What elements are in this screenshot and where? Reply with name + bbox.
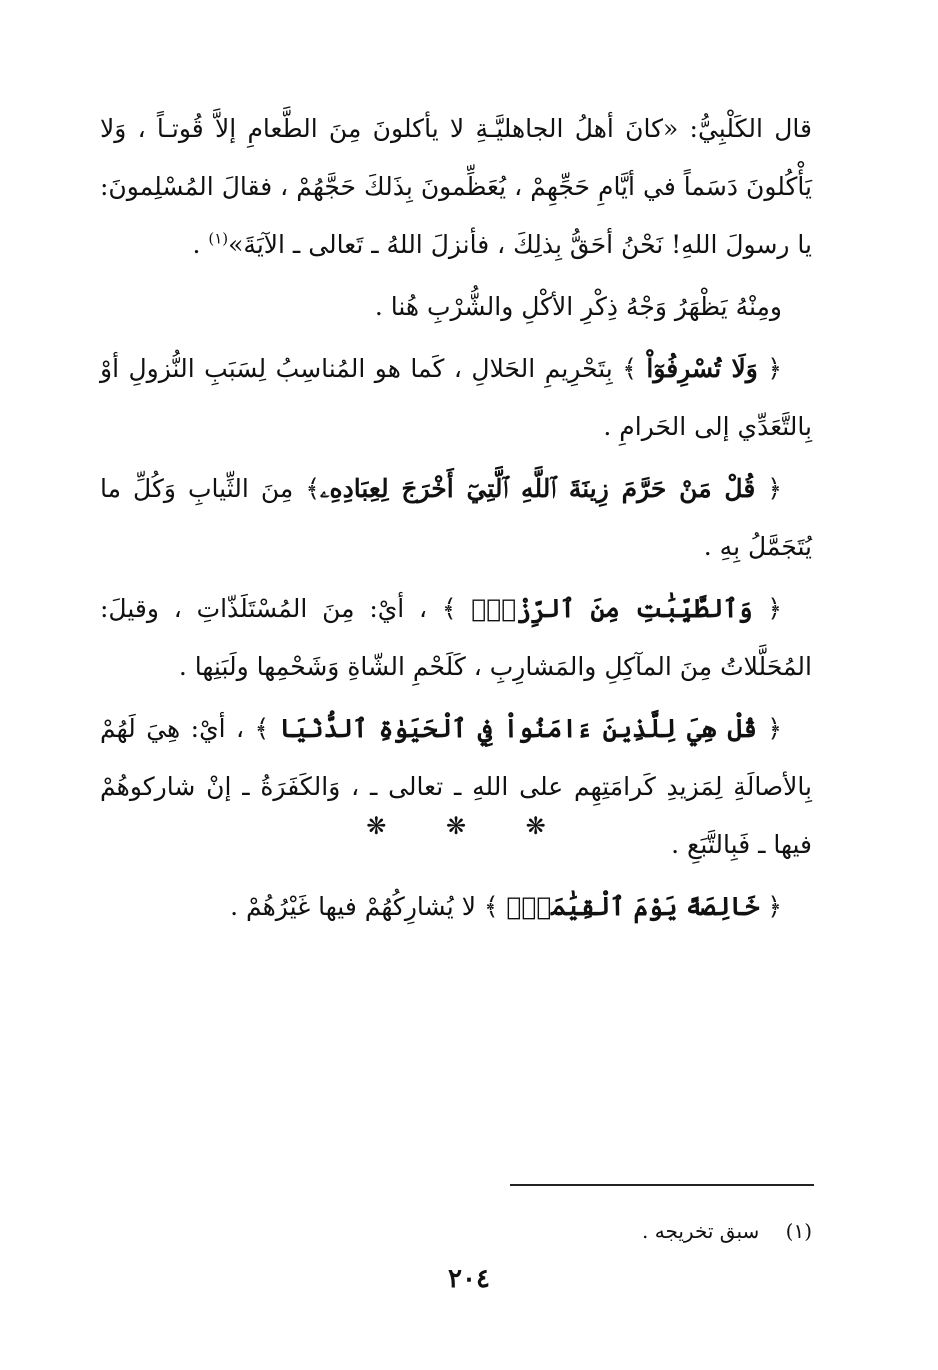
quran-bracket: ﴾ [254, 714, 280, 743]
footnote [400, 1216, 812, 1246]
quran-bracket: ﴿ [752, 594, 782, 623]
paragraph-text: . [192, 230, 209, 259]
paragraph-text: قال الكَلْبِيُّ: «كانَ أهلُ الجاهليَّـةِ لا يأكلونَ مِنَ الطَّعامِ إلاَّ قُوتـاً ، وَلا يَأْكُلونَ دَسَماً في أيَّامِ حَجِّهِمْ ، يُعَظِّمونَ بِذَلكَ حَجَّهُمْ ، فقالَ المُسْلِمونَ: يا رسولَ اللهِ! نَحْنُ أحَقُّ بِذلِكَ ، فأنزلَ اللهُ ـ تَعالى ـ الآيَةَ» [100, 114, 812, 259]
quran-bracket: ﴾ [305, 474, 320, 503]
quran-bracket: ﴿ [756, 714, 782, 743]
quran-verse: قُلْ مَنْ حَرَّمَ زِينَةَ ٱللَّهِ ٱلَّتِيٓ أَخْرَجَ لِعِبَادِهِۦ [320, 474, 756, 503]
paragraph [100, 340, 812, 456]
paragraph-text: ، أيْ: مِنَ المُسْتَلَذّاتِ ، وقيلَ: المُحَلَّلاتُ مِنَ المآكِلِ والمَشارِبِ ، كَلَحْمِ الشّاةِ وَشَحْمِها ولَبَنِها . [100, 594, 812, 681]
quran-bracket: ﴿ [759, 892, 782, 921]
footnote-text: سبق تخريجه . [642, 1219, 760, 1243]
paragraph [100, 278, 812, 336]
quran-bracket: ﴾ [441, 594, 472, 623]
quran-bracket: ﴾ [622, 354, 647, 383]
footnote-rule [510, 1184, 814, 1186]
quran-bracket: ﴿ [757, 354, 782, 383]
footnote-number: (١) [785, 1219, 812, 1243]
quran-bracket: ﴾ [483, 892, 507, 921]
paragraph-text: لا يُشارِكُهُمْ فيها غَيْرُهُمْ . [230, 892, 484, 921]
paragraph-text: بِتَحْرِيمِ الحَلالِ ، كَما هو المُناسِبُ لِسَبَبِ النُّزولِ أوْ بِالتَّعَدِّي إلى الحَرامِ . [100, 354, 812, 441]
paragraph-text: ومِنْهُ يَظْهَرُ وَجْهُ ذِكْرِ الأكْلِ والشُّرْبِ هُنا . [374, 292, 782, 321]
quran-verse: وَٱلطَّيِّبَٰتِ مِنَ ٱلرِّزْقِۚ [471, 594, 753, 623]
paragraph [100, 580, 812, 696]
paragraph [100, 460, 812, 576]
footnote-reference: (١) [208, 229, 229, 248]
paragraph [100, 878, 812, 936]
page-number: ٢٠٤ [448, 1264, 490, 1294]
quran-verse: خَالِصَةً يَوْمَ ٱلْقِيَٰمَةِۗ [506, 892, 760, 921]
paragraph-text: مِنَ الثِّيابِ وَكُلِّ ما يُتَجَمَّلُ بِهِ . [100, 474, 812, 561]
quran-verse: وَلَا تُسْرِفُوٓاْ [646, 354, 758, 383]
quran-bracket: ﴿ [755, 474, 782, 503]
section-separator: ❋ ❋ ❋ [366, 812, 572, 840]
paragraph [100, 700, 812, 874]
paragraph [100, 100, 812, 274]
paragraph-text: ، أيْ: هِيَ لَهُمْ بِالأصالَةِ لِمَزيدِ كَرامَتِهِم على اللهِ ـ تعالى ـ ، وَالكَفَرَةُ ـ إنْ شاركوهُمْ فيها ـ فَبِالتَّبَعِ . [100, 714, 812, 859]
quran-verse: قُلْ هِيَ لِلَّذِينَ ءَامَنُواْ فِي ٱلْحَيَوٰةِ ٱلدُّنْيَا [279, 714, 757, 743]
